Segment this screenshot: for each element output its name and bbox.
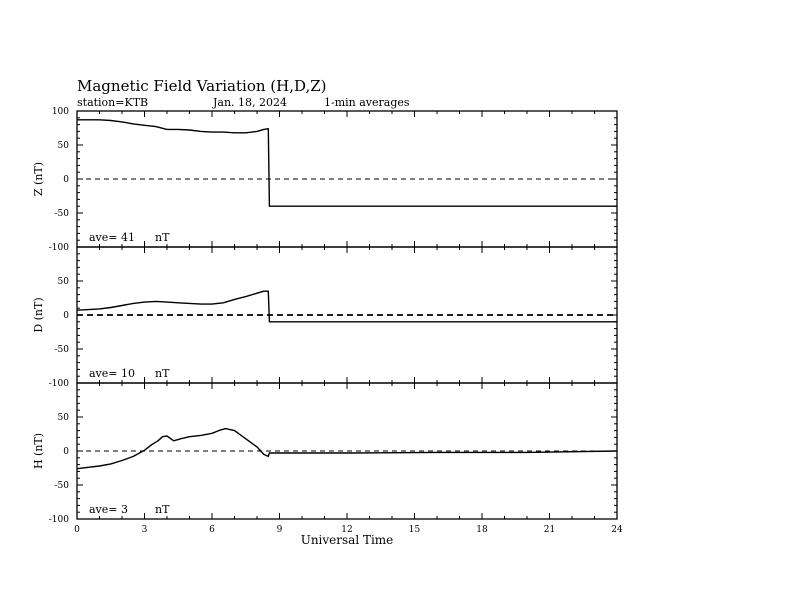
average-label-z: ave= 41 — [89, 231, 135, 244]
average-label-h: ave= 3 — [89, 503, 128, 516]
x-tick-label: 21 — [543, 525, 556, 535]
y-tick-label: -50 — [54, 345, 69, 355]
x-tick-label: 24 — [611, 525, 623, 535]
series-line-d — [77, 291, 617, 322]
y-axis-label-h: H (nT) — [32, 432, 45, 470]
x-tick-label: 18 — [476, 525, 488, 535]
date-label: Jan. 18, 2024 — [213, 96, 288, 109]
x-tick-label: 3 — [141, 525, 148, 535]
x-tick-label: 6 — [209, 525, 215, 535]
y-tick-label: -100 — [48, 515, 69, 525]
y-tick-label: 100 — [51, 107, 69, 117]
y-tick-label: -100 — [48, 379, 69, 389]
averaging-label: 1-min averages — [324, 96, 410, 109]
average-unit-z: nT — [155, 231, 170, 244]
panels-group — [32, 107, 623, 547]
y-tick-label: 0 — [63, 175, 69, 185]
chart-title: Magnetic Field Variation (H,D,Z) — [77, 77, 327, 95]
panel-d — [32, 247, 617, 389]
x-tick-label: 15 — [408, 525, 421, 535]
y-axis-label-z: Z (nT) — [32, 161, 45, 197]
y-tick-label: -50 — [54, 481, 69, 491]
station-label: station=KTB — [77, 96, 149, 109]
y-tick-label: 50 — [57, 413, 69, 423]
x-axis-label: Universal Time — [300, 533, 394, 547]
y-tick-label: -100 — [48, 243, 69, 253]
y-tick-label: 50 — [57, 277, 69, 287]
y-tick-label: 50 — [57, 141, 69, 151]
average-unit-h: nT — [155, 503, 170, 516]
y-tick-label: 0 — [63, 311, 69, 321]
y-tick-label: -50 — [54, 209, 69, 219]
average-label-d: ave= 10 — [89, 367, 135, 380]
x-tick-label: 9 — [276, 525, 283, 535]
y-axis-label-d: D (nT) — [32, 297, 45, 333]
series-line-h — [77, 429, 617, 469]
x-tick-label: 12 — [341, 525, 353, 535]
y-tick-label: 0 — [63, 447, 69, 457]
series-line-z — [77, 120, 617, 206]
x-tick-label: 0 — [74, 525, 80, 535]
panel-z — [32, 107, 617, 253]
average-unit-d: nT — [155, 367, 170, 380]
panel-h — [32, 383, 623, 547]
